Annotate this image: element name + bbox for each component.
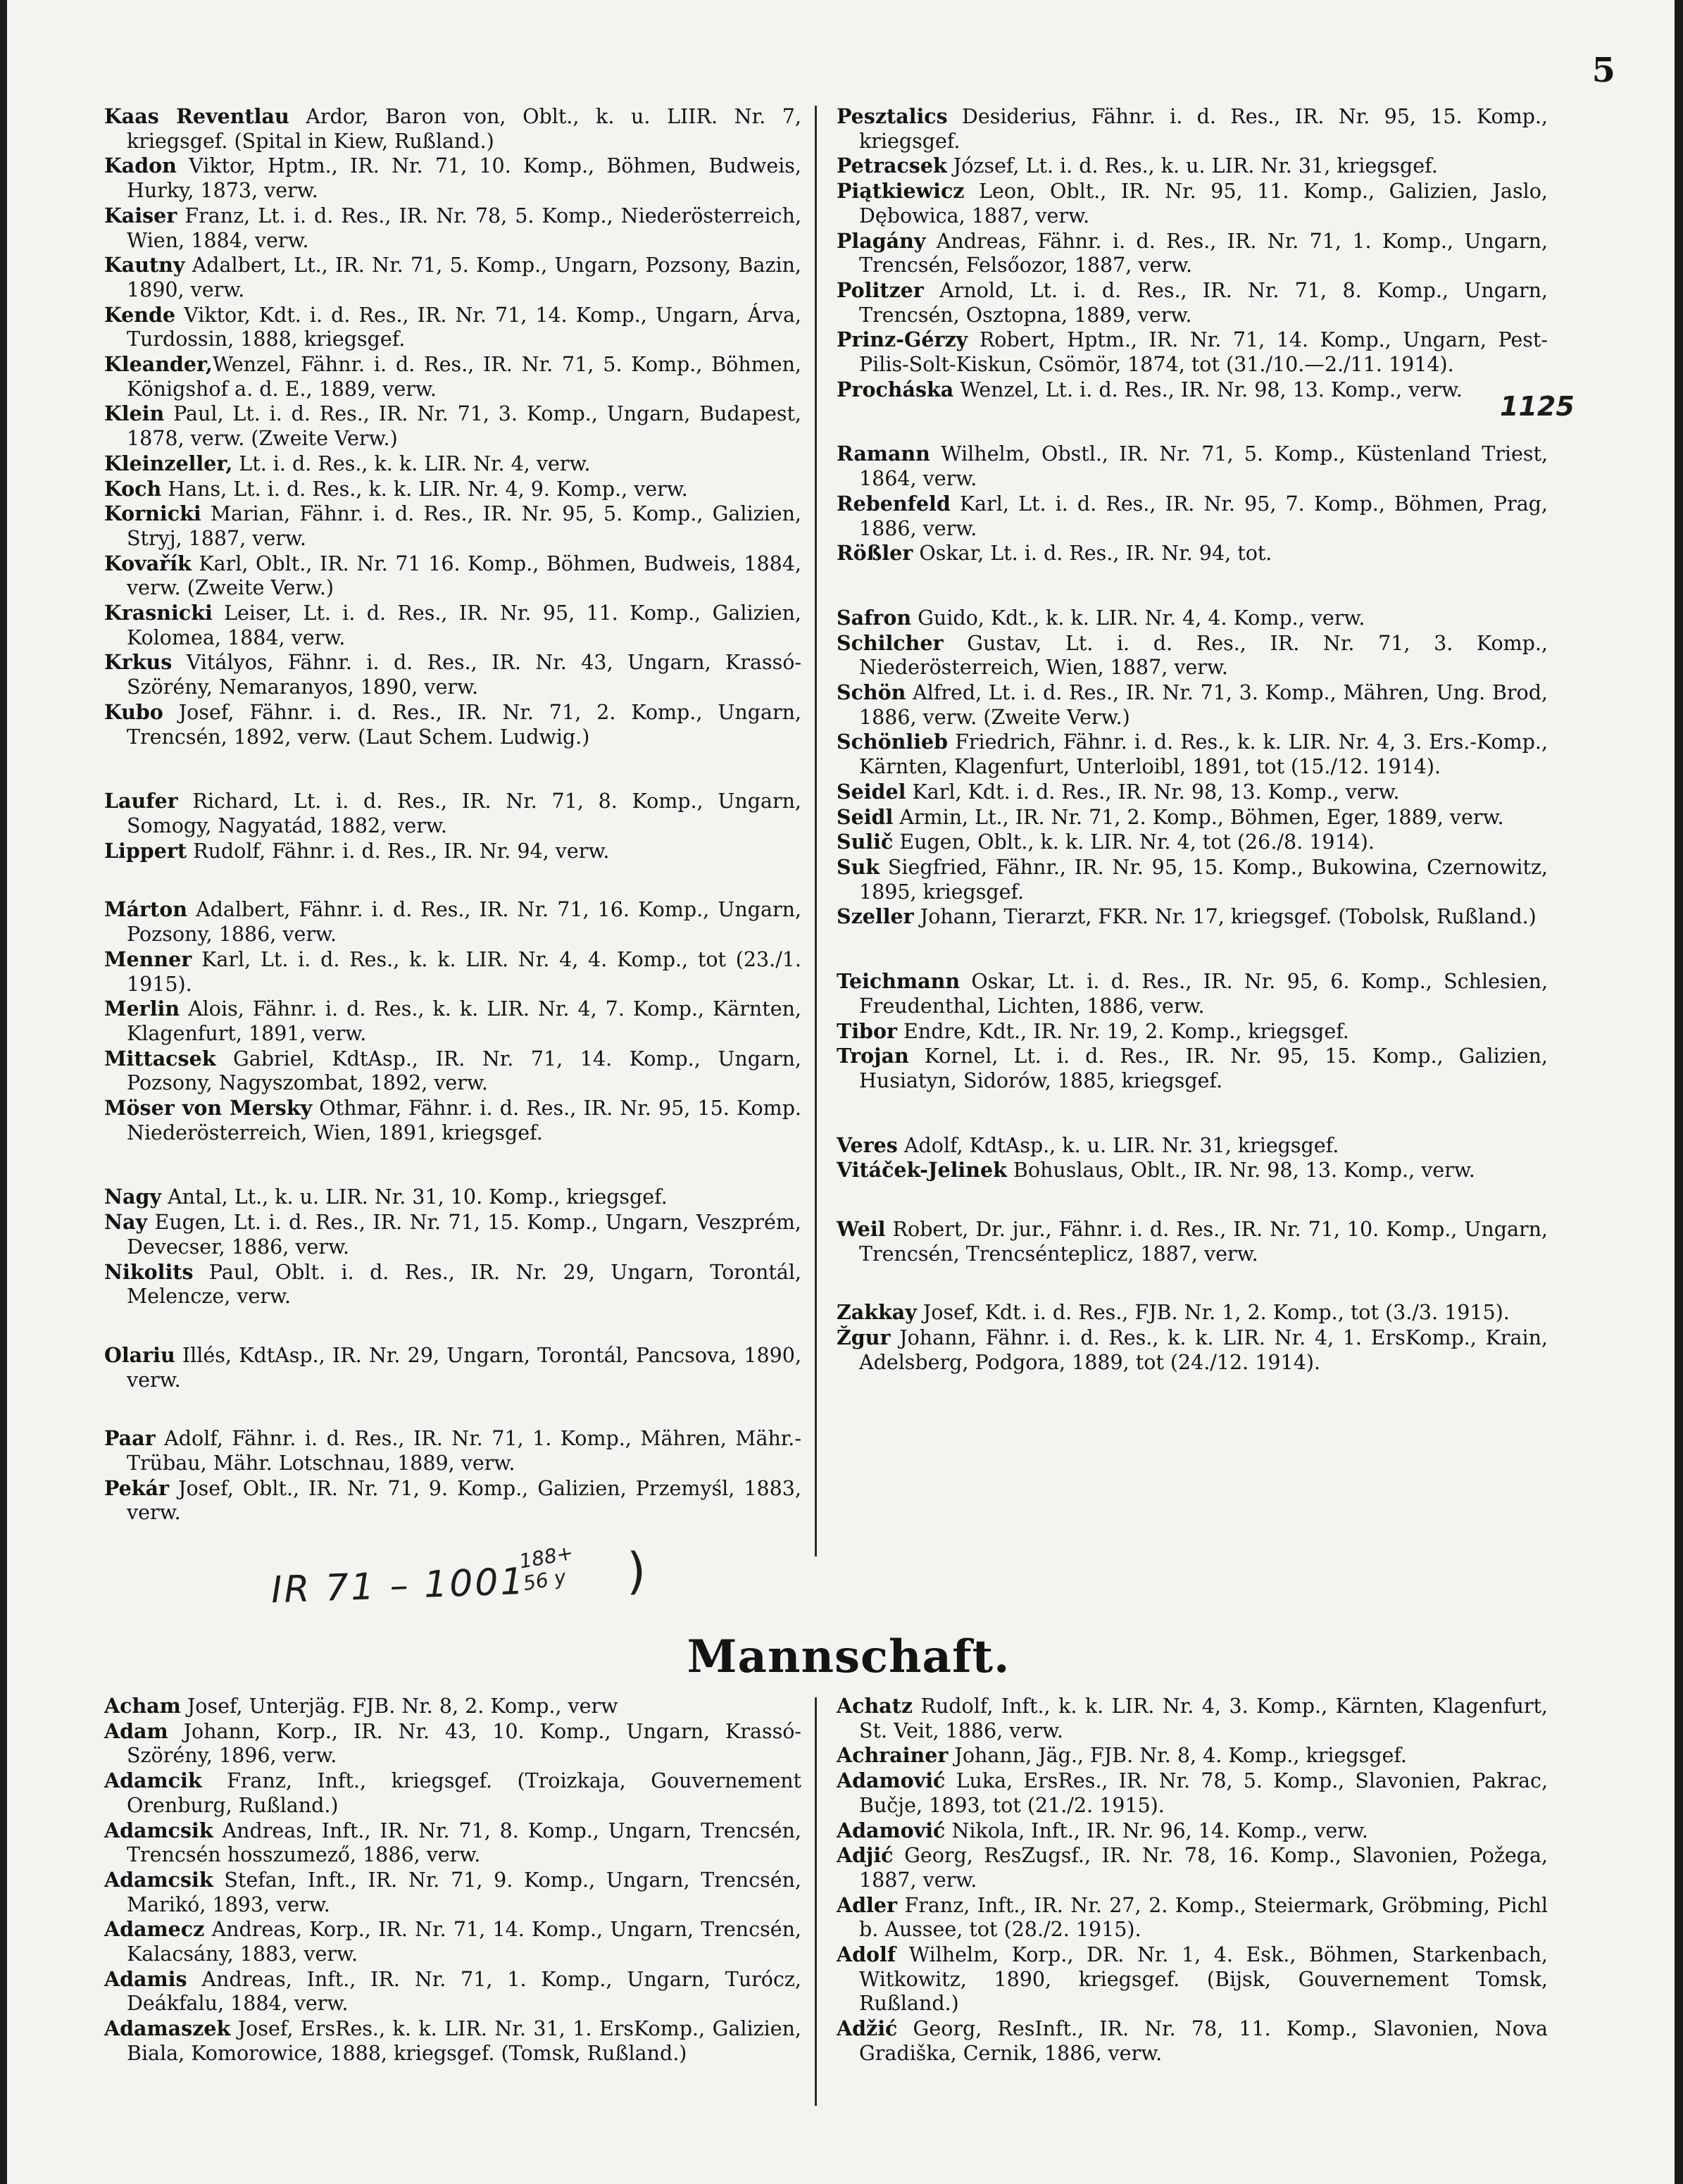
entry-surname: Rebenfeld (837, 491, 951, 516)
entry-details: Armin, Lt., IR. Nr. 71, 2. Komp., Böhmen, Eger, 1889, verw. (893, 805, 1504, 829)
entry-details: Johann, Korp., IR. Nr. 43, 10. Komp., Ungarn, Krassó-Szörény, 1896, verw. (127, 1719, 801, 1768)
entry-details: Franz, Inft., kriegsgef. (Troizkaja, Gouvernement Orenburg, Rußland.) (127, 1769, 801, 1817)
list-entry (837, 1044, 1548, 1093)
entry-details: Leon, Oblt., IR. Nr. 95, 11. Komp., Galizien, Jaslo, Dębowica, 1887, verw. (859, 180, 1548, 227)
entry-surname: Klein (104, 401, 165, 426)
entry-surname: Zakkay (837, 1300, 917, 1325)
list-entry (837, 1325, 1548, 1375)
list-entry (104, 839, 801, 864)
group-spacer (837, 402, 1548, 442)
list-entry (104, 1096, 801, 1145)
entry-details: Karl, Lt. i. d. Res., k. k. LIR. Nr. 4, 4. Komp., tot (23./1. 1915). (127, 947, 801, 996)
entry-surname: Žgur (837, 1325, 891, 1350)
entry-details: Siegfried, Fähnr., IR. Nr. 95, 15. Komp., Bukowina, Czernowitz, 1895, kriegsgef. (859, 855, 1548, 904)
list-entry (837, 1893, 1548, 1942)
entry-details: Luka, ErsRes., IR. Nr. 78, 5. Komp., Slavonien, Pakrac, Bučje, 1893, tot (21./2. 1915). (859, 1769, 1548, 1817)
list-entry (837, 179, 1548, 228)
entry-surname: Kautny (104, 253, 185, 277)
section-heading: Mannschaft. (687, 1630, 1011, 1683)
entry-surname: Kadon (104, 154, 177, 178)
list-entry (104, 253, 801, 302)
officers-column-right (837, 104, 1548, 1375)
entry-details: Bohuslaus, Oblt., IR. Nr. 98, 13. Komp., verw. (1006, 1159, 1475, 1183)
list-entry (837, 780, 1548, 805)
list-entry (837, 904, 1548, 930)
list-entry (104, 1185, 801, 1210)
entry-details: Robert, Dr. jur., Fähnr. i. d. Res., IR. Nr. 71, 10. Komp., Ungarn, Trencsén, Trencsénteplicz, 1887, verw. (859, 1218, 1548, 1266)
entry-surname: Trojan (837, 1044, 909, 1068)
entry-surname: Möser von Mersky (104, 1096, 313, 1121)
entry-details: Stefan, Inft., IR. Nr. 71, 9. Komp., Ungarn, Trencsén, Marikó, 1893, verw. (127, 1868, 801, 1916)
entry-details: Gabriel, KdtAsp., IR. Nr. 71, 14. Komp., Ungarn, Pozsony, Nagyszombat, 1892, verw. (127, 1047, 801, 1095)
list-entry (104, 1694, 801, 1719)
entry-details: Karl, Kdt. i. d. Res., IR. Nr. 98, 13. Komp., verw. (906, 780, 1400, 804)
entry-surname: Nay (104, 1210, 148, 1235)
list-entry (837, 1019, 1548, 1044)
entry-details: Hans, Lt. i. d. Res., k. k. LIR. Nr. 4, 9. Komp., verw. (161, 477, 688, 501)
group-spacer (837, 1183, 1548, 1217)
list-entry (837, 154, 1548, 179)
entry-details: Adalbert, Fähnr. i. d. Res., IR. Nr. 71, 16. Komp., Ungarn, Pozsony, 1886, verw. (127, 898, 801, 947)
handwritten-fraction (518, 1542, 579, 1595)
entry-details: Gustav, Lt. i. d. Res., IR. Nr. 71, 3. Komp., Niederösterreich, Wien, 1887, verw. (859, 631, 1548, 680)
entry-details: Karl, Lt. i. d. Res., IR. Nr. 95, 7. Komp., Böhmen, Prag, 1886, verw. (859, 492, 1548, 540)
entry-surname: Suk (837, 854, 880, 879)
entry-details: Rudolf, Fähnr. i. d. Res., IR. Nr. 94, verw. (187, 839, 610, 863)
entry-details: Wilhelm, Obstl., IR. Nr. 71, 5. Komp., Küstenland Triest, 1864, verw. (859, 442, 1548, 491)
entry-details: Oskar, Lt. i. d. Res., IR. Nr. 94, tot. (913, 542, 1272, 566)
entry-surname: Merlin (104, 997, 180, 1021)
group-spacer (104, 1392, 801, 1426)
group-spacer (837, 566, 1548, 606)
list-entry (104, 1917, 801, 1966)
entry-details: Wenzel, Fähnr. i. d. Res., IR. Nr. 71, 5. Komp., Böhmen, Königshof a. d. E., 1889, verw. (127, 353, 801, 401)
list-entry (104, 1343, 801, 1392)
list-entry (104, 204, 801, 253)
list-entry (837, 229, 1548, 278)
entry-surname: Schilcher (837, 630, 944, 655)
entry-details: Eugen, Lt. i. d. Res., IR. Nr. 71, 15. Komp., Ungarn, Veszprém, Devecser, 1886, verw. (127, 1211, 801, 1259)
list-entry (837, 1158, 1548, 1183)
entry-details: Kornel, Lt. i. d. Res., IR. Nr. 95, 15. Komp., Galizien, Husiatyn, Sidorów, 1885, kriegsgef. (859, 1044, 1548, 1092)
entry-details: Andreas, Inft., IR. Nr. 71, 1. Komp., Ungarn, Turócz, Deákfalu, 1884, verw. (127, 1967, 801, 2016)
list-entry (837, 1942, 1548, 2016)
entry-surname: Acham (104, 1694, 181, 1718)
entry-surname: Procháska (837, 377, 954, 401)
entry-surname: Kende (104, 302, 176, 327)
entry-details: Josef, Oblt., IR. Nr. 71, 9. Komp., Galizien, Przemyśl, 1883, verw. (127, 1476, 801, 1525)
entry-details: Eugen, Oblt., k. k. LIR. Nr. 4, tot (26./8. 1914). (893, 830, 1375, 854)
entry-surname: Adjić (837, 1843, 894, 1868)
entry-surname: Adamecz (104, 1917, 205, 1942)
column-divider (815, 1697, 817, 2106)
entry-surname: Teichmann (837, 969, 961, 994)
list-entry (104, 1818, 801, 1868)
entry-details: Andreas, Inft., IR. Nr. 71, 8. Komp., Ungarn, Trencsén, Trencsén hosszumező, 1886, verw. (127, 1818, 801, 1867)
list-entry (837, 278, 1548, 327)
entry-surname: Adamcsik (104, 1818, 213, 1842)
entry-surname: Politzer (837, 277, 924, 302)
group-spacer (837, 1266, 1548, 1300)
list-entry (104, 789, 801, 838)
entry-surname: Rößler (837, 541, 913, 566)
entry-details: Vitályos, Fähnr. i. d. Res., IR. Nr. 43, Ungarn, Krassó-Szörény, Nemaranyos, 1890, verw. (127, 651, 801, 699)
list-entry (104, 551, 801, 601)
list-entry (837, 730, 1548, 779)
entry-details: Endre, Kdt., IR. Nr. 19, 2. Komp., kriegsgef. (897, 1019, 1349, 1043)
entry-details: Othmar, Fähnr. i. d. Res., IR. Nr. 95, 15. Komp. Niederösterreich, Wien, 1891, kriegsgef. (127, 1097, 801, 1144)
list-entry (104, 401, 801, 451)
list-entry (837, 1133, 1548, 1159)
entry-surname: Schönlieb (837, 730, 949, 754)
group-spacer (104, 1309, 801, 1343)
handwritten-fraction-bottom: 56 y (521, 1565, 568, 1596)
entry-details: Robert, Hptm., IR. Nr. 71, 14. Komp., Ungarn, Pest-Pilis-Solt-Kiskun, Csömör, 1874, tot (31./10.—2./11. 1914). (859, 328, 1548, 377)
entry-details: Desiderius, Fähnr. i. d. Res., IR. Nr. 95, 15. Komp., kriegsgef. (859, 105, 1548, 153)
entry-details: Viktor, Hptm., IR. Nr. 71, 10. Komp., Böhmen, Budweis, Hurky, 1873, verw. (127, 154, 801, 203)
entry-surname: Plagány (837, 228, 926, 253)
list-entry (837, 805, 1548, 830)
list-entry (837, 1768, 1548, 1818)
list-entry (104, 650, 801, 699)
entry-surname: Lippert (104, 838, 187, 863)
entry-details: Richard, Lt. i. d. Res., IR. Nr. 71, 8. Komp., Ungarn, Somogy, Nagyatád, 1882, verw. (127, 790, 801, 837)
entry-details: Viktor, Kdt. i. d. Res., IR. Nr. 71, 14. Komp., Ungarn, Árva, Turdossin, 1888, kriegsgef. (127, 303, 801, 351)
entry-details: Franz, Lt. i. d. Res., IR. Nr. 78, 5. Komp., Niederösterreich, Wien, 1884, verw. (127, 204, 801, 252)
entry-surname: Krkus (104, 650, 173, 675)
entry-details: Karl, Oblt., IR. Nr. 71 16. Komp., Böhmen, Budweis, 1884, verw. (Zweite Verw.) (127, 551, 801, 600)
entry-surname: Kleander, (104, 352, 213, 377)
entry-details: Alfred, Lt. i. d. Res., IR. Nr. 71, 3. Komp., Mähren, Ung. Brod, 1886, verw. (Zweite Verw.) (859, 681, 1548, 729)
list-entry (837, 492, 1548, 541)
handwritten-annotation: IR 71 – 1001 (270, 1560, 527, 1612)
entry-surname: Kleinzeller, (104, 451, 233, 475)
list-entry (104, 897, 801, 947)
list-entry (837, 631, 1548, 680)
handwritten-paren: ) (627, 1542, 646, 1600)
list-entry (104, 2016, 801, 2066)
list-entry (837, 1843, 1548, 1892)
entry-surname: Vitáček-Jelinek (837, 1158, 1007, 1183)
group-spacer (104, 863, 801, 897)
entry-details: Marian, Fähnr. i. d. Res., IR. Nr. 95, 5. Komp., Galizien, Stryj, 1887, verw. (127, 502, 801, 550)
entry-surname: Adžić (837, 2016, 898, 2041)
entry-details: Rudolf, Inft., k. k. LIR. Nr. 4, 3. Komp., Kärnten, Klagenfurt, St. Veit, 1886, verw. (859, 1695, 1548, 1742)
list-entry (104, 352, 801, 401)
entry-details: Josef, ErsRes., k. k. LIR. Nr. 31, 1. ErsKomp., Galizien, Biala, Komorowice, 1888, kriegsgef. (Tomsk, Rußland.) (127, 2017, 801, 2065)
entry-details: Georg, ResInft., IR. Nr. 78, 11. Komp., Slavonien, Nova Gradiška, Cernik, 1886, verw. (859, 2017, 1548, 2065)
entry-surname: Pekár (104, 1475, 170, 1500)
list-entry (837, 377, 1548, 403)
enlisted-column-right (837, 1694, 1548, 2066)
handwritten-fraction-top: 188+ (517, 1540, 575, 1573)
group-spacer (104, 749, 801, 789)
entry-details: Josef, Unterjäg. FJB. Nr. 8, 2. Komp., verw (180, 1695, 618, 1718)
list-entry (104, 154, 801, 203)
list-entry (837, 1300, 1548, 1325)
enlisted-column-left (104, 1694, 801, 2066)
list-entry (837, 1818, 1548, 1844)
entry-details: Oskar, Lt. i. d. Res., IR. Nr. 95, 6. Komp., Schlesien, Freudenthal, Lichten, 1886, verw. (859, 970, 1548, 1018)
handwritten-margin-note: 1125 (1500, 391, 1575, 422)
entry-surname: Adamis (104, 1966, 187, 1991)
entry-surname: Koch (104, 476, 162, 501)
entry-surname: Márton (104, 897, 187, 922)
entry-details: Andreas, Korp., IR. Nr. 71, 14. Komp., Ungarn, Trencsén, Kalacsány, 1883, verw. (127, 1918, 801, 1966)
entry-surname: Menner (104, 947, 192, 971)
entry-surname: Mittacsek (104, 1046, 216, 1071)
entry-details: Illés, KdtAsp., IR. Nr. 29, Ungarn, Torontál, Pancsova, 1890, verw. (127, 1343, 801, 1392)
list-entry (837, 855, 1548, 904)
entry-details: Ardor, Baron von, Oblt., k. u. LIIR. Nr. 7, kriegsgef. (Spital in Kiew, Rußland.) (127, 105, 801, 153)
entry-details: Nikola, Inft., IR. Nr. 96, 14. Komp., verw. (945, 1818, 1368, 1842)
list-entry (837, 1743, 1548, 1768)
list-entry (104, 1719, 801, 1768)
entry-details: Leiser, Lt. i. d. Res., IR. Nr. 95, 11. Komp., Galizien, Kolomea, 1884, verw. (127, 601, 801, 649)
entry-surname: Weil (837, 1217, 886, 1242)
entry-surname: Adamcsik (104, 1867, 213, 1892)
list-entry (104, 997, 801, 1046)
entry-surname: Prinz-Gérzy (837, 327, 968, 352)
list-entry (837, 1694, 1548, 1743)
entry-surname: Adolf (837, 1942, 896, 1967)
entry-surname: Achrainer (837, 1743, 949, 1768)
officers-column-left (104, 104, 801, 1525)
entry-details: Wenzel, Lt. i. d. Res., IR. Nr. 98, 13. Komp., verw. (953, 377, 1463, 401)
list-entry (837, 327, 1548, 377)
entry-surname: Kubo (104, 699, 163, 724)
entry-surname: Safron (837, 605, 912, 630)
list-entry (837, 2016, 1548, 2066)
entry-surname: Adamović (837, 1768, 946, 1793)
entry-details: Paul, Lt. i. d. Res., IR. Nr. 71, 3. Komp., Ungarn, Budapest, 1878, verw. (Zweite Verw.) (127, 402, 801, 451)
entry-surname: Tibor (837, 1018, 897, 1043)
list-entry (837, 606, 1548, 631)
list-entry (837, 541, 1548, 566)
entry-details: Paul, Oblt. i. d. Res., IR. Nr. 29, Ungarn, Torontál, Melencze, verw. (127, 1260, 801, 1309)
entry-details: József, Lt. i. d. Res., k. u. LIR. Nr. 31, kriegsgef. (946, 154, 1438, 178)
entry-surname: Adler (837, 1892, 898, 1917)
entry-details: Georg, ResZugsf., IR. Nr. 78, 16. Komp., Slavonien, Požega, 1887, verw. (859, 1844, 1548, 1892)
list-entry (104, 1047, 801, 1096)
list-entry (104, 477, 801, 502)
list-entry (104, 451, 801, 477)
list-entry (104, 501, 801, 551)
entry-surname: Adamaszek (104, 2016, 231, 2041)
entry-details: Friedrich, Fähnr. i. d. Res., k. k. LIR. Nr. 4, 3. Ers.-Komp., Kärnten, Klagenfurt, Unterloibl, 1891, tot (15./12. 1914). (859, 730, 1548, 779)
entry-details: Johann, Tierarzt, FKR. Nr. 17, kriegsgef. (Tobolsk, Rußland.) (913, 905, 1537, 929)
page-number: 5 (1591, 51, 1615, 90)
entry-surname: Kaiser (104, 203, 177, 227)
entry-surname: Piątkiewicz (837, 179, 965, 204)
list-entry (104, 700, 801, 749)
list-entry (104, 1768, 801, 1818)
entry-surname: Adamcik (104, 1768, 202, 1793)
entry-surname: Szeller (837, 904, 914, 929)
entry-details: Adolf, KdtAsp., k. u. LIR. Nr. 31, kriegsgef. (897, 1133, 1339, 1157)
list-entry (104, 947, 801, 997)
entry-details: Franz, Inft., IR. Nr. 27, 2. Komp., Steiermark, Gröbming, Pichl b. Aussee, tot (28./2. 1915). (859, 1893, 1548, 1942)
entry-surname: Petracsek (837, 154, 947, 178)
entry-surname: Schön (837, 680, 906, 705)
list-entry (104, 601, 801, 650)
list-entry (104, 1210, 801, 1259)
entry-surname: Kovařík (104, 551, 192, 575)
group-spacer (104, 1145, 801, 1185)
list-entry (837, 104, 1548, 154)
entry-surname: Kaas Reventlau (104, 104, 289, 128)
list-entry (104, 1426, 801, 1475)
entry-surname: Achatz (837, 1694, 913, 1718)
entry-surname: Nikolits (104, 1259, 194, 1284)
group-spacer (837, 930, 1548, 969)
entry-details: Adalbert, Lt., IR. Nr. 71, 5. Komp., Ungarn, Pozsony, Bazin, 1890, verw. (127, 254, 801, 301)
entry-details: Lt. i. d. Res., k. k. LIR. Nr. 4, verw. (232, 451, 591, 475)
entry-surname: Paar (104, 1426, 156, 1451)
list-entry (104, 1967, 801, 2016)
entry-surname: Ramann (837, 442, 930, 466)
list-entry (104, 303, 801, 352)
column-divider (815, 106, 817, 1556)
entry-surname: Krasnicki (104, 601, 213, 625)
entry-details: Johann, Jäg., FJB. Nr. 8, 4. Komp., kriegsgef. (948, 1744, 1407, 1768)
entry-details: Josef, Fähnr. i. d. Res., IR. Nr. 71, 2. Komp., Ungarn, Trencsén, 1892, verw. (Laut Schem. Ludwig.) (127, 700, 801, 749)
entry-surname: Adam (104, 1718, 168, 1743)
entry-details: Adolf, Fähnr. i. d. Res., IR. Nr. 71, 1. Komp., Mähren, Mähr.-Trübau, Mähr. Lotschnau, 1889, verw. (127, 1427, 801, 1475)
list-entry (837, 969, 1548, 1018)
list-entry (837, 830, 1548, 855)
entry-surname: Seidel (837, 779, 906, 804)
entry-surname: Laufer (104, 789, 178, 813)
list-entry (104, 1260, 801, 1309)
entry-surname: Nagy (104, 1185, 162, 1209)
entry-surname: Pesztalics (837, 104, 948, 128)
entry-surname: Sulič (837, 830, 894, 854)
entry-details: Guido, Kdt., k. k. LIR. Nr. 4, 4. Komp., verw. (911, 606, 1365, 630)
entry-details: Antal, Lt., k. u. LIR. Nr. 31, 10. Komp., kriegsgef. (161, 1185, 668, 1209)
entry-surname: Olariu (104, 1342, 175, 1367)
entry-details: Josef, Kdt. i. d. Res., FJB. Nr. 1, 2. Komp., tot (3./3. 1915). (916, 1301, 1510, 1325)
entry-details: Arnold, Lt. i. d. Res., IR. Nr. 71, 8. Komp., Ungarn, Trencsén, Osztopna, 1889, verw. (859, 278, 1548, 327)
entry-surname: Adamović (837, 1818, 946, 1842)
entry-details: Wilhelm, Korp., DR. Nr. 1, 4. Esk., Böhmen, Starkenbach, Witkowitz, 1890, kriegsgef. (Bijsk, Gouvernement Tomsk, Rußland.) (859, 1943, 1548, 2016)
entry-surname: Veres (837, 1132, 898, 1157)
entry-details: Andreas, Fähnr. i. d. Res., IR. Nr. 71, 1. Komp., Ungarn, Trencsén, Felsőozor, 1887, verw. (859, 229, 1548, 277)
entry-surname: Kornicki (104, 501, 201, 526)
entry-details: Alois, Fähnr. i. d. Res., k. k. LIR. Nr. 4, 7. Komp., Kärnten, Klagenfurt, 1891, verw. (127, 997, 801, 1045)
list-entry (837, 442, 1548, 491)
list-entry (837, 680, 1548, 730)
list-entry (837, 1217, 1548, 1266)
list-entry (104, 1868, 801, 1917)
group-spacer (837, 1094, 1548, 1133)
entry-details: Johann, Fähnr. i. d. Res., k. k. LIR. Nr. 4, 1. ErsKomp., Krain, Adelsberg, Podgora, 1889, tot (24./12. 1914). (859, 1326, 1548, 1374)
entry-surname: Seidl (837, 804, 894, 829)
list-entry (104, 1476, 801, 1525)
list-entry (104, 104, 801, 154)
